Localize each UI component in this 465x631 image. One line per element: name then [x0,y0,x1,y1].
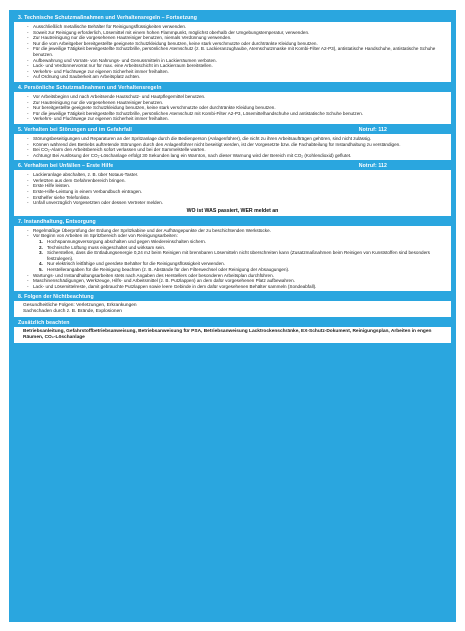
section-header [14,293,451,301]
list-item: - Vor Beginn von Arbeiten im Spritzbereich oder von Reinigungsarbeiten: [27,233,446,239]
section-title: 5. Verhalten bei Störungen und im Gefahrfall [18,126,132,133]
emergency-number: Notruf: 112 [358,163,387,170]
list-item: - Ersthelfer siehe Telefonliste. [27,195,446,201]
list-item: - Lackieranlage abschalten, z. B. über Notaus-Taster. [27,172,446,178]
additional-documents: Betriebsanleitung, Gefahrstoffbetriebsanweisung, Betriebsanweisung für PSA, Betriebsanweisung Lacktrockenschränke, EX-Schutz-Dokument, Reinigungsplan, Arbeiten in engen Räumen, CO₂-Löschanlage [23,329,432,341]
section-malfunctions [14,126,451,160]
list-item: - Regelmäßige Überprüfung der Erdung der Spritzkabine und der Aufhängepunkte der zu beschichtenden Werkstücke. [27,228,446,234]
list-item: - Für die jeweilige Tätigkeit bereitgestellte Schutzbrille, persönlichen Atemschutz mit Kombi-Filter A2-P3, Lösemittelhandschuhe und antistatische Schuhe benutzen. [27,111,446,117]
bullet-list [19,273,446,290]
bullet-list [19,136,446,158]
section-maintenance [14,218,451,292]
list-item: - Unfall unverzüglich Vorgesetzten oder dessen Vertreter melden. [27,200,446,206]
section-body [14,170,451,216]
list-item: - Verkehrs- und Fluchtwege zur eigenen Sicherheit immer freihalten. [27,69,446,75]
step-item: 3. Sicherstellen, dass die Entladungsenergie 0,24 mJ beim Reinigen mit brennbaren Lösemitteln nicht überschreiten kann (Zusatzmaßnahmen beim Reinigen von Kunststoffen sind besonders festzulegen). [39,250,446,261]
list-item: - Bei CO₂-Alarm den Arbeitsbereich sofort verlassen und bei der Sammelstelle warten. [27,147,446,153]
bullet-list [19,172,446,206]
numbered-steps [19,239,446,273]
section-body [14,327,451,343]
section-body [14,22,451,82]
list-item: - Wartungs- und Instandhaltungsarbeiten stets nach Angaben des Herstellers oder besonderen Arbeitsplan durchführen. [27,273,446,279]
consequence-line: Gesundheitliche Folgen: Verletzungen, Erkrankungen [23,303,137,309]
bullet-list [19,94,446,122]
list-item: - Erste-Hilfe-Leistung in einem Verbandbuch eintragen. [27,189,446,195]
list-item: - Zur Hautreinigung nur die vorgesehenen Hautreiniger benutzen, niemals Verdünnung verwenden. [27,35,446,41]
step-item: 1. Hochspannungsversorgung abschalten und gegen Wiedereinschalten sichern. [39,239,446,245]
list-item: - Soweit zur Reinigung erforderlich, Lösemittel mit einem hohen Flammpunkt, möglichst oberhalb der Umgebungstemperatur, verwenden. [27,30,446,36]
list-item: - Können während des Betriebs auftretende Störungen durch den Anlagenführer nicht beseitigt werden, ist der Vorgesetzte bzw. die Fachabteilung für Instandhaltung zu verständigen. [27,142,446,148]
step-item: 4. Nur elektrisch leitfähige und geerdete Behälter für die Reinigungsflüssigkeit verwenden. [39,261,446,267]
list-item: - Lack- und Lösemittelreste, damit gebrauchte Putzlappen sowie leere Gebinde in dem dafür vorgesehenen Behälter sammeln (Sondeabfall). [27,284,446,290]
section-title: 8. Folgen der Nichtbeachtung [18,294,94,301]
list-item: - Erste Hilfe leisten. [27,183,446,189]
list-item: - Lack- und Verdünnervorrat nur für max. eine Arbeitsschicht im Lackierraum bereitstellen. [27,63,446,69]
instruction-sheet [9,10,456,622]
section-title: Zusätzlich beachten [18,320,70,327]
list-item: - Nur bereitgestellte geeignete Schutzkleidung benutzen, keine stark verschmutzte oder durchtränkte Kleidung benutzen. [27,105,446,111]
section-header [14,14,451,22]
section-title: 3. Technische Schutzmaßnahmen und Verhaltensregeln – Fortsetzung [18,15,197,21]
list-item: - Vor Arbeitsbeginn und nach Arbeitsende Hautschutz- und Hautpflegemittel benutzen. [27,94,446,100]
section-technical-measures [14,14,451,82]
section-body [14,92,451,124]
consequence-line: Sachschaden durch z. B. Brände, Explosionen [23,309,122,315]
list-item: - Aufbewahrung und Vorrats- von Nahrungs- und Genussmitteln in Lackierräumen verboten. [27,58,446,64]
list-item: - Verkehrs- und Fluchtwege zur eigenen Sicherheit immer freihalten. [27,116,446,122]
section-title: 6. Verhalten bei Unfällen – Erste Hilfe [18,163,114,170]
list-item: - Zur Hautreinigung nur die vorgesehenen Hautreiniger benutzen. [27,100,446,106]
list-item: - Verletzten aus dem Gefahrenbereich bringen. [27,178,446,184]
section-header [14,84,451,92]
section-first-aid [14,162,451,216]
section-header [14,126,451,134]
section-personal-measures [14,84,451,124]
emergency-number: Notruf: 112 [358,126,387,133]
section-body [14,301,451,317]
section-header [14,162,451,170]
section-consequences [14,293,451,317]
list-item: - Auf Ordnung und Sauberkeit am Arbeitsplatz achten. [27,74,446,80]
step-item: 2. Technische Lüftung muss eingeschaltet und wirksam sein. [39,245,446,251]
section-body [14,134,451,160]
list-item: - Achtung! Bei Auslösung der CO₂-Löschanlage erfolgt 30 Sekunden lang ein Warnton, nach dieser Warnung wird der Bereich mit CO₂ (Kohlendioxid) geflutet. [27,153,446,159]
list-item: - Für die jeweilige Tätigkeit bereitgestellte Schutzbrille, persönlichen Atemschutz (z. B. Lackieranzughaube, Atemschutzmaske mit Kombi-Filter A2-P3), antistatische Handschuhe, antistatische Schuhe benutzen. [27,46,446,57]
section-header [14,218,451,226]
section-header [14,319,451,327]
report-tagline: WO ist WAS passiert, WER meldet an [186,207,279,214]
list-item: - Nur die vom Arbeitgeber bereitgestellte geeignete Schutzkleidung benutzen, keine stark verschmutzte oder durchtränkte Kleidung benutzen. [27,41,446,47]
section-title: 4. Persönliche Schutzmaßnahmen und Verhaltensregeln [18,84,162,91]
section-title: 7. Instandhaltung, Entsorgung [18,218,96,225]
section-additional [14,319,451,343]
step-item: 5. Herstellerangaben für die Reinigung beachten (z. B. Abstände für den Filterwechsel oder Reinigung der Absaugungen). [39,267,446,273]
list-item: - Störungsbeseitigungen und Reparaturen an der Spritzanlage durch die Bedienperson (Anlagenführer), die nicht zu ihren Arbeitsaufträgen gehören, sind nicht zulässig. [27,136,446,142]
bullet-list [19,228,446,239]
bullet-list [19,24,446,80]
section-body [14,226,451,292]
list-item: - Ausschließlich metallische Behälter für Reinigungsflüssigkeiten verwenden. [27,24,446,30]
list-item: - Maschinenschädigungen, Werkzeuge, Hilfs- und Arbeitsmittel (z. B. Putzlappen) an dem dafür vorgesehenen Platz aufbewahren. [27,278,446,284]
